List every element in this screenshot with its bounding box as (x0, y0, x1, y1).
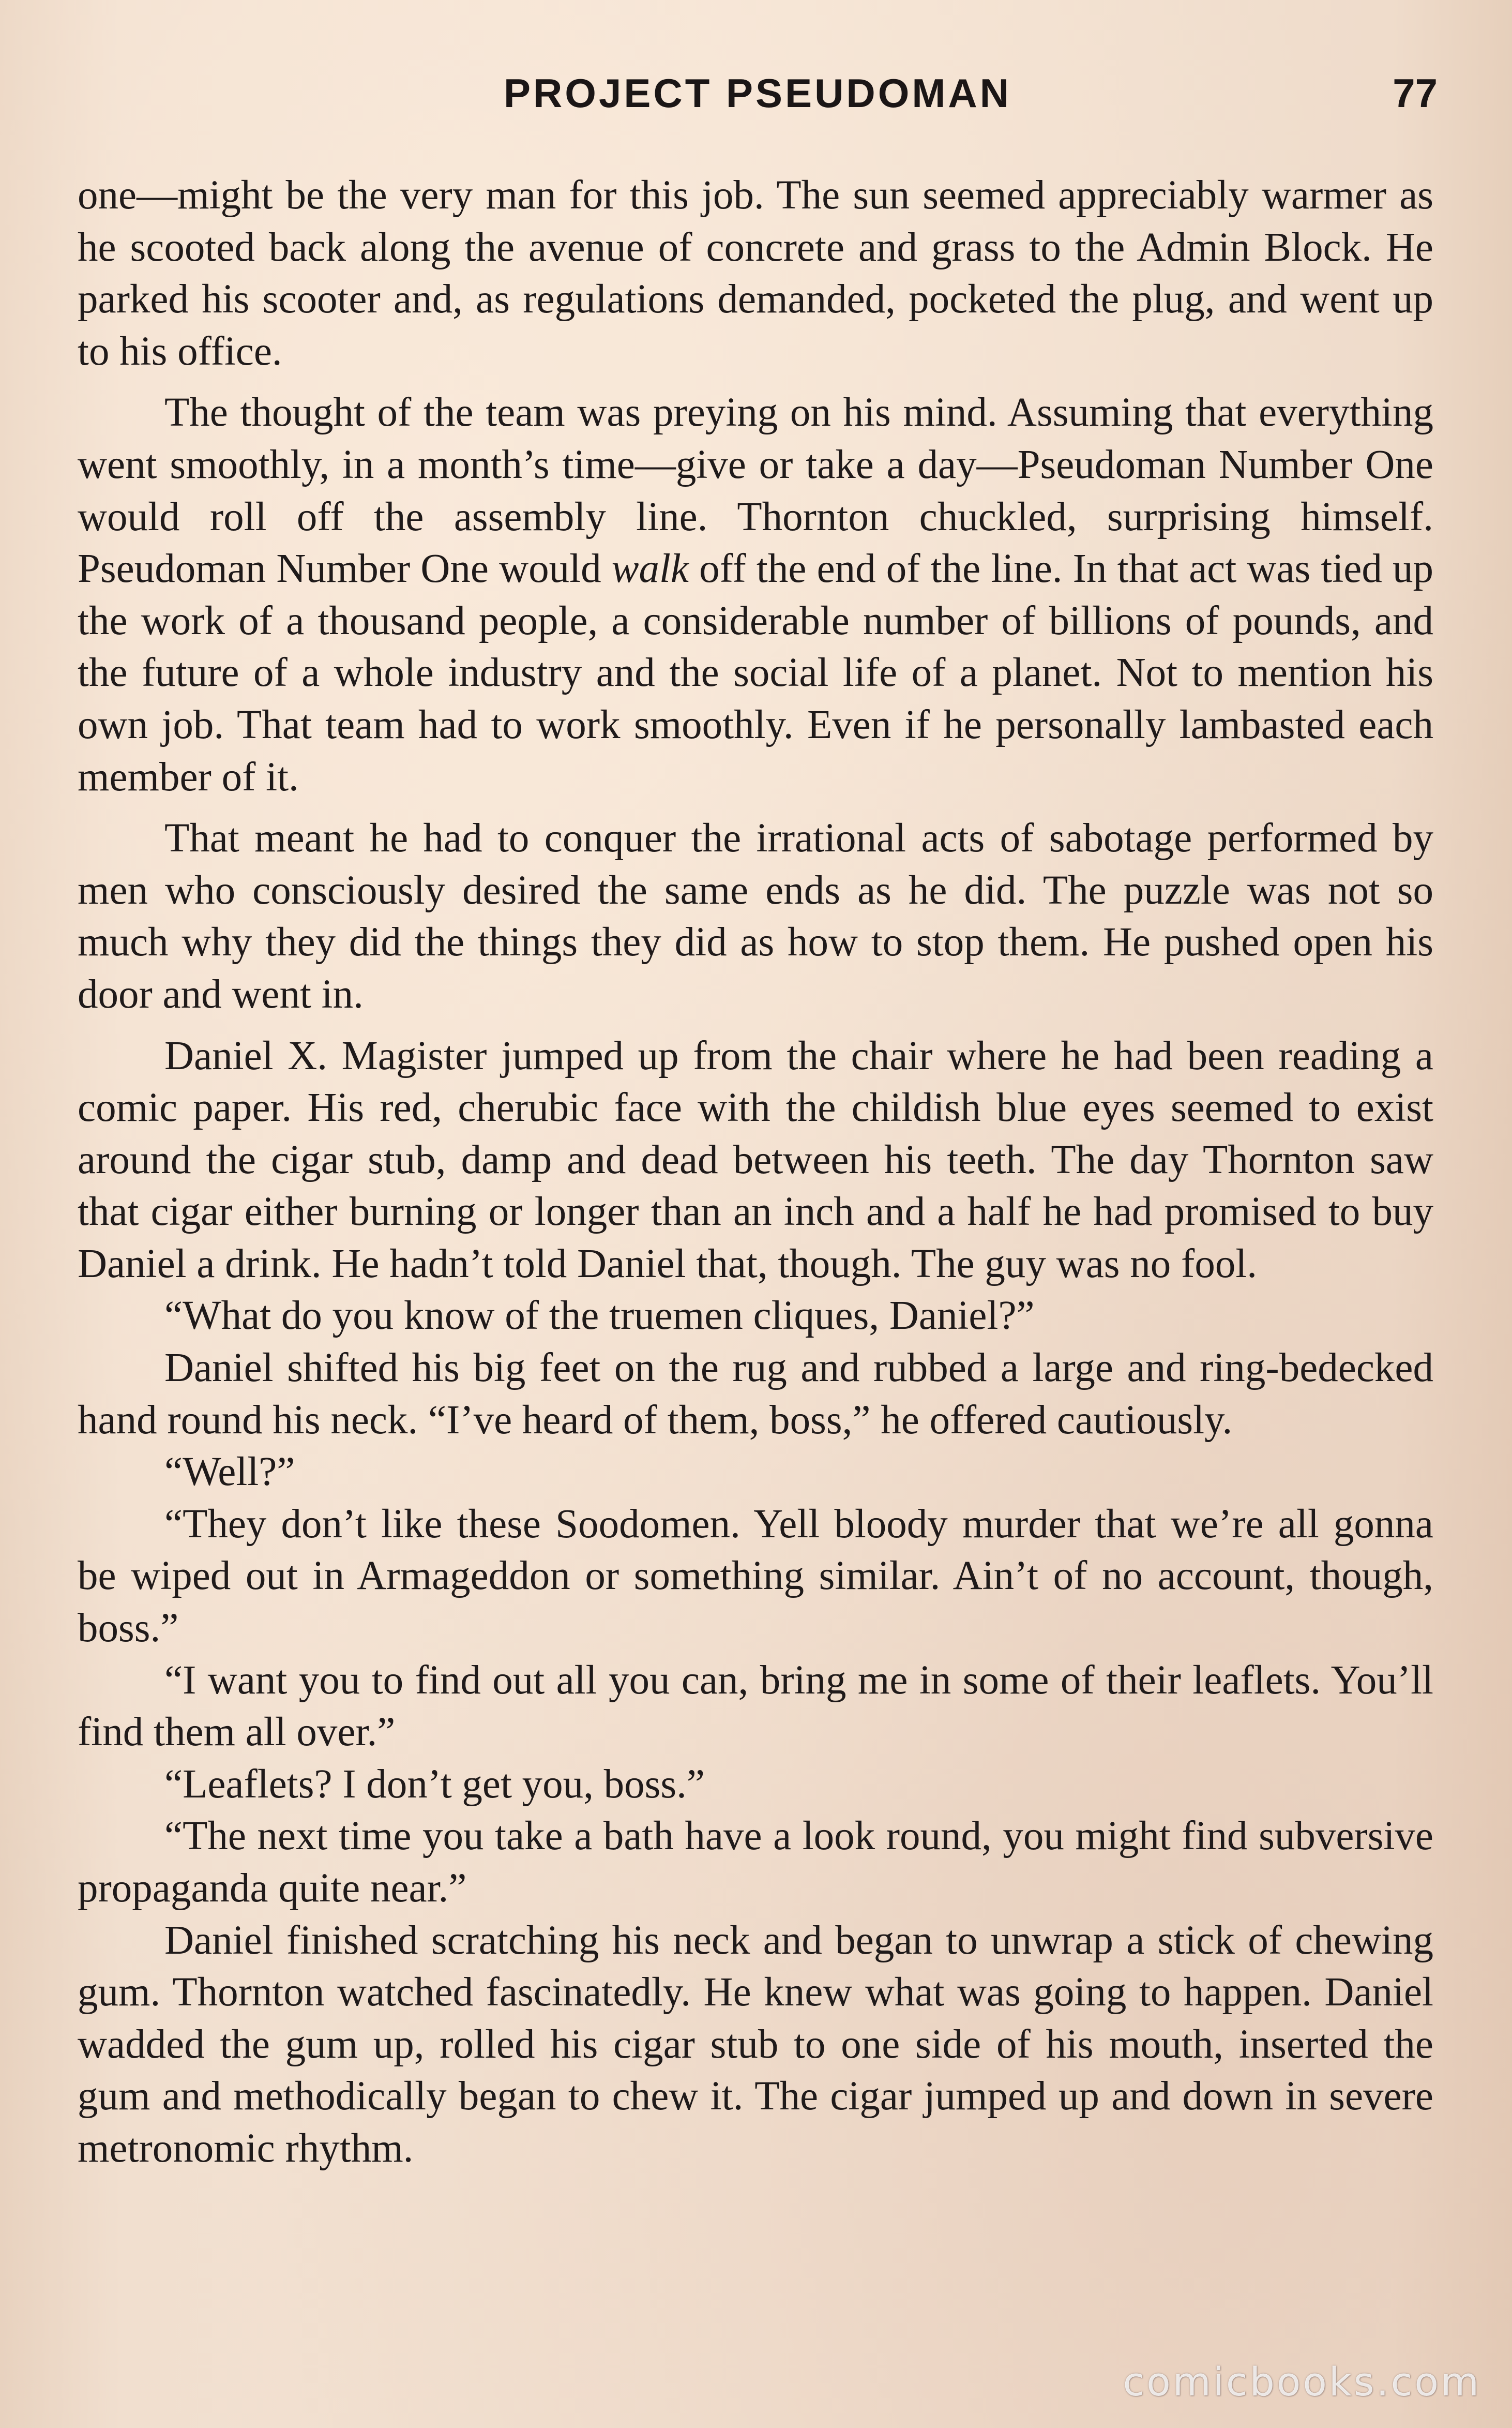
page-number: 77 (1393, 70, 1438, 116)
text-run: Daniel finished scratching his neck and began to unwrap a stick of chewing gum. Thornton watched fascinatedly. He knew what was going to happen. Daniel wadded the gum up, rolled his cigar stub to one side of his mouth, inserted the gum and methodically began to chew it. The cigar jumped up and down in severe metronomic rhythm. (78, 1917, 1433, 2171)
text-run: The thought of the team was preying on his mind. Assuming that everything went smoothly, in a month’s time—give or take a day—Pseudoman Number One would roll off the assembly line. Thornton chuckled, surprising himself. Pseudoman Number One would (78, 390, 1433, 592)
running-title: PROJECT PSEUDOMAN (503, 70, 1012, 116)
paragraph (78, 1030, 1433, 1291)
running-head (78, 65, 1438, 122)
text-run: one—might be the very man for this job. The sun seemed appreciably warmer as he scooted back along the avenue of concrete and grass to the Admin Block. He parked his scooter and, as regulations demanded, pocketed the plug, and went up to his office. (78, 173, 1433, 374)
text-run: That meant he had to conquer the irrational acts of sabotage performed by men who consciously desired the same ends as he did. The puzzle was not so much why they did the things they did as how to stop them. He pushed open his door and went in. (78, 816, 1433, 1017)
paragraph (78, 1342, 1433, 1446)
text-run: “Leaflets? I don’t get you, boss.” (164, 1761, 705, 1807)
text-run: Daniel X. Magister jumped up from the chair where he had been reading a comic paper. His red, cherubic face with the childish blue eyes seemed to exist around the cigar stub, damp and dead between his teeth. The day Thornton saw that cigar either burning or longer than an inch and a half he had promised to buy Daniel a drink. He hadn’t told Daniel that, though. The guy was no fool. (78, 1033, 1433, 1286)
paragraph (78, 387, 1433, 803)
text-run: “I want you to find out all you can, bring me in some of their leaflets. You’ll find them all over.” (78, 1657, 1433, 1755)
text-run: off the end of the line. In that act was tied up the work of a thousand people, a considerable number of billions of pounds, and the future of a whole industry and the social life of a planet. Not to mention his own job. That team had to work smoothly. Even if he personally lambasted each member of it. (78, 546, 1433, 800)
text-run: “They don’t like these Soodomen. Yell bloody murder that we’re all gonna be wiped out in Armageddon or something similar. Ain’t of no account, though, boss.” (78, 1501, 1433, 1651)
text-run: “What do you know of the truemen cliques, Daniel?” (164, 1293, 1035, 1339)
paragraph (78, 1915, 1433, 2175)
text-run: Daniel shifted his big feet on the rug and rubbed a large and ring-bedecked hand round his neck. “I’ve heard of them, boss,” he offered cautiously. (78, 1345, 1433, 1443)
paragraph (78, 1759, 1433, 1811)
paragraph (78, 1446, 1433, 1498)
watermark: comicbooks.com (1123, 2359, 1481, 2405)
paragraph (78, 813, 1433, 1021)
paragraph (78, 1498, 1433, 1655)
paragraph (78, 1655, 1433, 1759)
paragraph (78, 1290, 1433, 1342)
paragraph (78, 170, 1433, 378)
text-run: “The next time you take a bath have a look round, you might find subversive propaganda quite near.” (78, 1813, 1433, 1911)
paragraph (78, 1810, 1433, 1914)
body-text (78, 170, 1433, 2175)
emphasis-text: walk (611, 546, 689, 592)
text-run: “Well?” (164, 1449, 295, 1495)
